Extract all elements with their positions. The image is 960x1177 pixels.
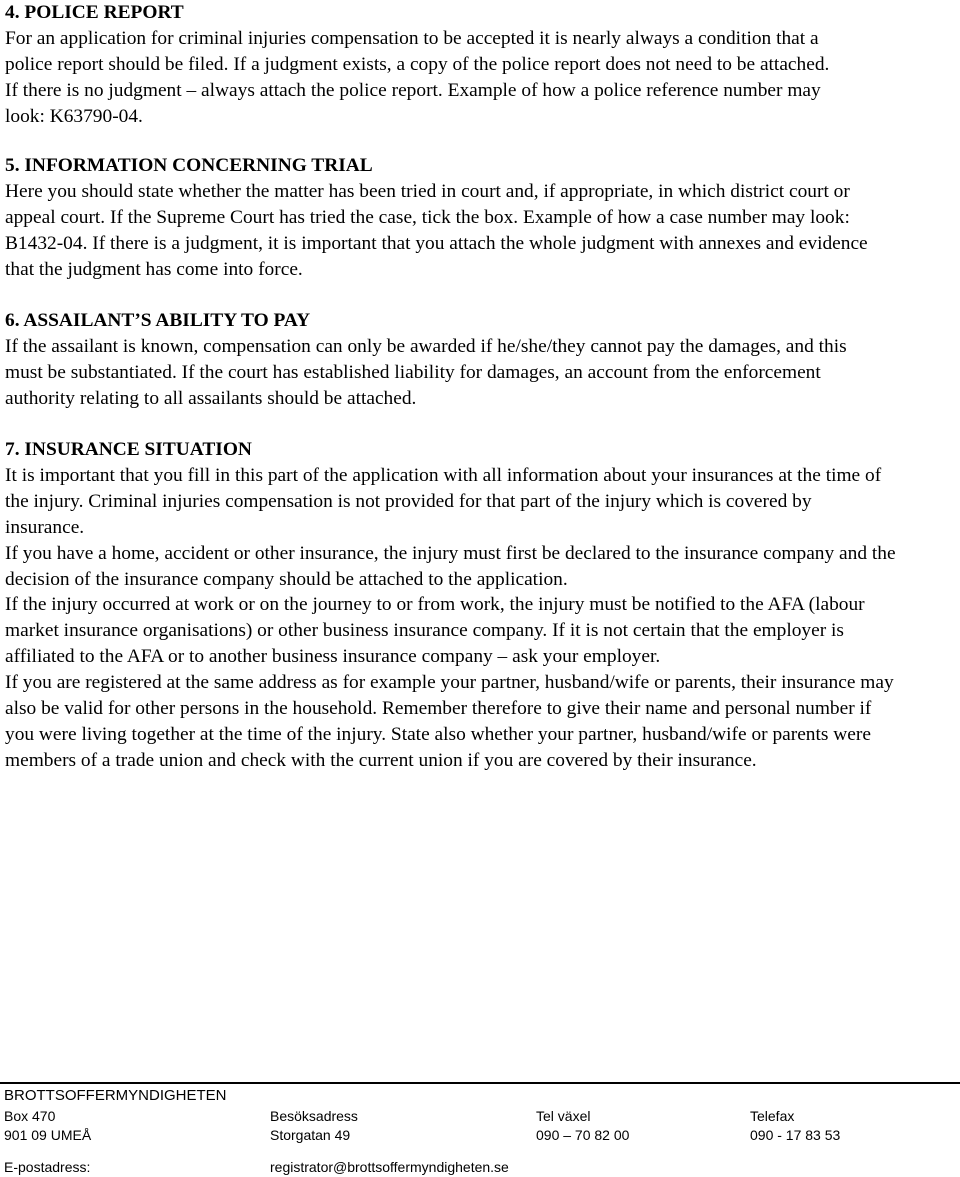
section-heading: 4. POLICE REPORT [5, 2, 184, 23]
section-heading: 7. INSURANCE SITUATION [5, 439, 252, 460]
section-paragraph: It is important that you fill in this part of the application with all information about your insurances at the time of the injury. Criminal injuries compensation is not provided for that part of the injury which is covered by insurance. [5, 464, 882, 538]
footer-divider [0, 1082, 960, 1084]
footer-visit-address: Storgatan 49 [270, 1127, 351, 1143]
section-paragraph: If the injury occurred at work or on the journey to or from work, the injury must be notified to the AFA (labour market insurance organisations) or other business insurance company. If it is not certain that the employer is affiliated to the AFA or to another business insurance company – ask your employer. [5, 594, 865, 668]
footer-phone-label: Tel växel [536, 1108, 591, 1124]
section-paragraph: If the assailant is known, compensation can only be awarded if he/she/they cannot pay the damages, and this must be substantiated. If the court has established liability for damages, an account from the enforcement authority relating to all assailants should be attached. [5, 335, 847, 409]
section-heading: 5. INFORMATION CONCERNING TRIAL [5, 155, 373, 176]
section-paragraph: If you are registered at the same address as for example your partner, husband/wife or parents, their insurance may also be valid for other persons in the household. Remember therefore to give their name and personal number if you were living together at the time of the injury. State also whether your partner, husband/wife or parents were members of a trade union and check with the current union if you are covered by their insurance. [5, 672, 894, 771]
footer-phone-number: 090 – 70 82 00 [536, 1127, 630, 1143]
section-heading: 6. ASSAILANT’S ABILITY TO PAY [5, 310, 311, 331]
section-paragraph: Here you should state whether the matter has been tried in court and, if appropriate, in which district court or appeal court. If the Supreme Court has tried the case, tick the box. Example of how a case number may look: B1432-04. If there is a judgment, it is important that you attach the whole judgment with annexes and evidence that the judgment has come into force. [5, 180, 868, 280]
section-paragraph: For an application for criminal injuries compensation to be accepted it is nearly always a condition that a police report should be filed. If a judgment exists, a copy of the police report does not need to be attached. If there is no judgment – always attach the police report. Example of how a police reference number may look: K63790-04. [5, 27, 830, 127]
footer-fax-number: 090 - 17 83 53 [750, 1127, 841, 1143]
page-footer [0, 1076, 960, 1177]
footer-fax-label: Telefax [750, 1108, 795, 1124]
section-police-report [5, 0, 955, 130]
section-paragraph: If you have a home, accident or other insurance, the injury must first be declared to the insurance company and the decision of the insurance company should be attached to the application. [5, 542, 896, 590]
section-information-trial [5, 153, 955, 283]
footer-box: Box 470 [4, 1108, 56, 1124]
footer-email-label: E-postadress: [4, 1159, 91, 1175]
footer-postal-address: 901 09 UMEÅ [4, 1127, 92, 1143]
footer-organization: BROTTSOFFERMYNDIGHETEN [4, 1087, 227, 1104]
footer-visit-label: Besöksadress [270, 1108, 358, 1124]
footer-email-link[interactable]: registrator@brottsoffermyndigheten.se [270, 1159, 509, 1175]
section-assailant-ability [5, 308, 955, 412]
section-insurance-situation [5, 437, 955, 774]
